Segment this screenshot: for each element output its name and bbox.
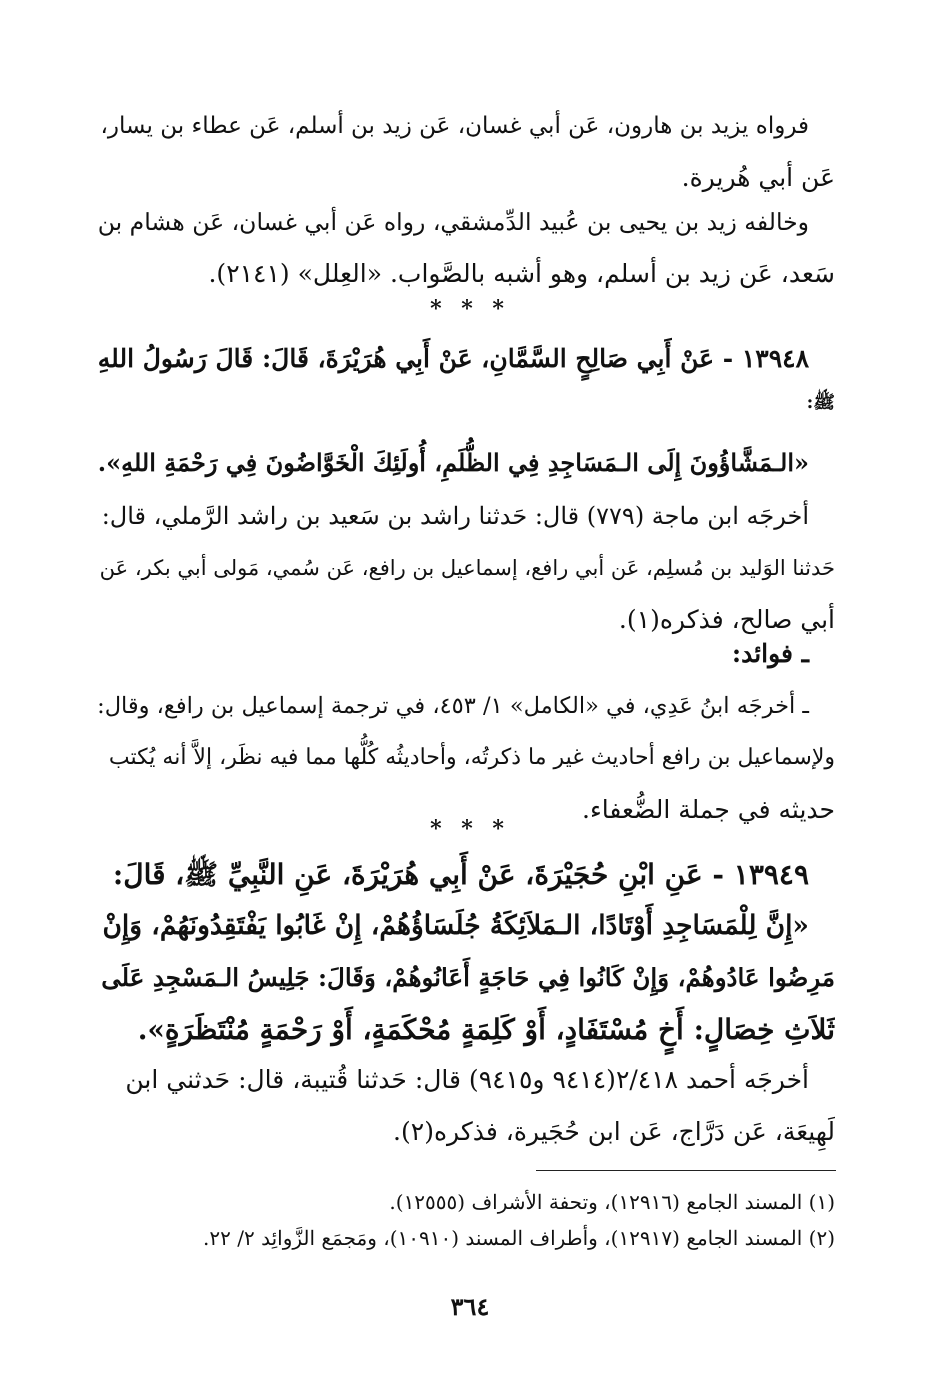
text-line: ١٣٩٤٨ - عَنْ أَبِي صَالِحٍ السَّمَّانِ، عَنْ أَبِي هُرَيْرَةَ، قَالَ: قَالَ رَسُولُ اللهِ [97, 344, 809, 373]
text-line: أبي صالح، فذكره(١). [618, 605, 835, 634]
text-line: أخرجَه ابن ماجة (٧٧٩) قال: حَدثنا راشد بن سَعيد بن راشد الرَّملي، قال: [101, 502, 809, 530]
takhrij-13949 [95, 1054, 835, 1158]
text-line: ولإسماعيل بن رافع أحاديث غير ما ذكرتُه، وأحاديثُه كُلُّها مما فيه نظَر، إلاَّ أنه يُكتب [108, 745, 835, 770]
paragraph-khalafahu [95, 196, 835, 300]
fawaid-heading [95, 628, 835, 680]
paragraph-riwaya-yazid [95, 100, 835, 204]
text-line: «إِنَّ لِلْمَسَاجِدِ أَوْتَادًا، الـمَلاَئِكَةُ جُلَسَاؤُهُمْ، إِنْ غَابُوا يَفْتَقِدُونَهُمْ، وَإِنْ [102, 910, 809, 941]
footnote: (٢) المسند الجامع (١٢٩١٧)، وأطراف المسند (١٠٩١٠)، ومَجمَع الزَّوائِد ٢/ ٢٢. [203, 1226, 835, 1250]
text-line: حَدثنا الوَليد بن مُسلِم، عَن أبي رافع، إسماعيل بن رافع، عَن سُمي، مَولى أبي بكر، عَن [99, 556, 835, 580]
text-line: سَعد، عَن زيد بن أسلم، وهو أشبه بالصَّواب. «العِلل» (٢١٤١). [208, 259, 835, 288]
text-line: فرواه يزيد بن هارون، عَن أبي غسان، عَن زيد بن أسلم، عَن عطاء بن يسار، [100, 113, 809, 139]
footnote-divider [536, 1170, 836, 1171]
hadith-13948-intro [95, 330, 835, 418]
text-line: لَهِيعَة، عَن دَرَّاج، عَن ابن حُجَيرة، فذكره(٢). [393, 1117, 835, 1146]
hadith-13949-text [95, 900, 835, 1056]
text-line: ـ أخرجَه ابنُ عَدِي، في «الكامل» ١/ ٤٥٣، في ترجمة إسماعيل بن رافع، وقال: [97, 693, 809, 719]
text-line: مَرِضُوا عَادُوهُمْ، وَإِنْ كَانُوا فِي حَاجَةٍ أَعَانُوهُمْ، وَقَالَ: جَلِيسُ الـمَسْجِدِ عَلَى [101, 963, 835, 992]
text-line: ثَلاَثِ خِصَالٍ: أَخٍ مُسْتَفَادٍ، أَوْ كَلِمَةٍ مُحْكَمَةٍ، أَوْ رَحْمَةٍ مُنْتَظَرَةٍ». [137, 1013, 835, 1046]
footnotes [95, 1184, 835, 1256]
section-separator-stars: * * * [430, 296, 510, 322]
footnote: (١) المسند الجامع (١٢٩١٦)، وتحفة الأشراف (١٢٥٥٥). [389, 1190, 835, 1214]
text-line: «الـمَشَّاؤُونَ إِلَى الـمَسَاجِدِ فِي الظُّلَمِ، أُولَئِكَ الْخَوَّاضُونَ فِي رَحْمَةِ اللهِ». [97, 448, 809, 477]
text-line: حديثه في جملة الضُّعفاء. [582, 795, 835, 824]
takhrij-13948 [95, 490, 835, 646]
salawat-glyph: ﷺ: [806, 392, 835, 413]
text-line: وخالفه زيد بن يحيى بن عُبيد الدِّمشقي، رواه عَن أبي غسان، عَن هشام بن [97, 208, 809, 236]
text-line: ١٣٩٤٩ - عَنِ ابْنِ حُجَيْرَةَ، عَنْ أَبِي هُرَيْرَةَ، عَنِ النَّبِيِّ ﷺ، قَالَ: [112, 858, 809, 891]
hadith-13948-text [95, 434, 835, 492]
text-line: ـ فوائد: [731, 639, 809, 668]
hadith-13949-intro [95, 846, 835, 904]
text-line: عَن أبي هُريرة. [681, 163, 835, 192]
fawaid-paragraph [95, 680, 835, 836]
page-number: ٣٦٤ [450, 1292, 490, 1321]
section-separator-stars: * * * [430, 816, 510, 842]
text-line: أخرجَه أحمد ٢/٤١٨(٩٤١٤ و٩٤١٥) قال: حَدثنا قُتيبة، قال: حَدثني ابن [125, 1065, 809, 1094]
